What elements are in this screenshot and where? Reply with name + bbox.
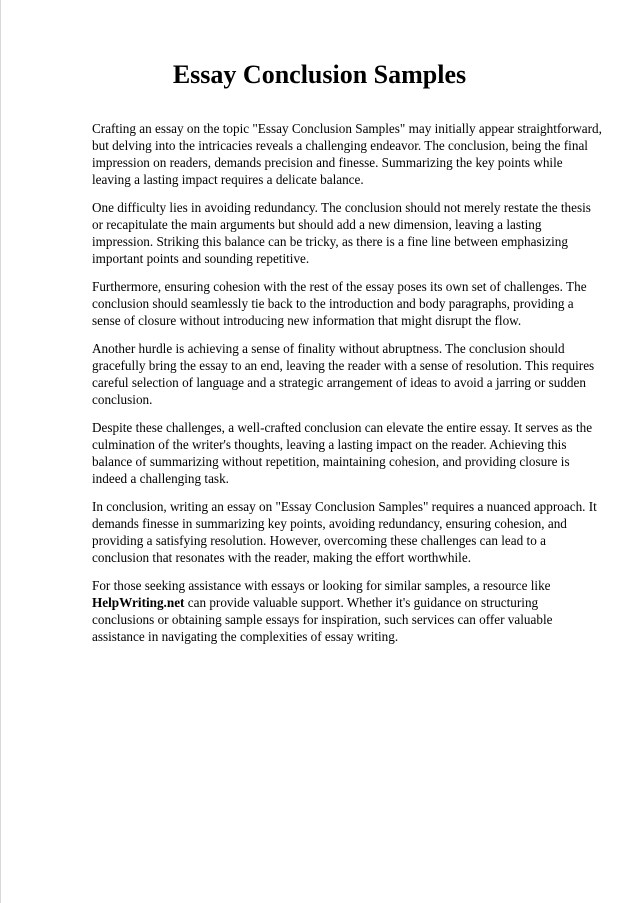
- paragraph-7-intro: For those seeking assistance with essays or looking for similar samples, a resource like: [92, 578, 551, 593]
- paragraph-7: [92, 577, 602, 645]
- paragraph-6: In conclusion, writing an essay on "Essay Conclusion Samples" requires a nuanced approach. It demands finesse in summarizing key points, avoiding redundancy, ensuring cohesion, and providing a satisfying resolution. However, overcoming these challenges can lead to a conclusion that resonates with the reader, making the effort worthwhile.: [92, 499, 597, 565]
- paragraph-1: Crafting an essay on the topic "Essay Conclusion Samples" may initially appear straightforward, but delving into the intricacies reveals a challenging endeavor. The conclusion, being the final impression on readers, demands precision and finesse. Summarizing the key points while leaving a lasting impact requires a delicate balance.: [92, 121, 602, 187]
- paragraph-3: Furthermore, ensuring cohesion with the rest of the essay poses its own set of challenges. The conclusion should seamlessly tie back to the introduction and body paragraphs, providing a sense of closure without introducing new information that might disrupt the flow.: [92, 279, 587, 328]
- paragraph-7-rest: can provide valuable support. Whether it's guidance on structuring conclusions or obtaining sample essays for inspiration, such services can offer valuable assistance in navigating the complexities of essay writing.: [92, 595, 553, 644]
- paragraph-5: Despite these challenges, a well-crafted conclusion can elevate the entire essay. It serves as the culmination of the writer's thoughts, leaving a lasting impact on the reader. Achieving this balance of summarizing without repetition, maintaining cohesion, and providing closure is indeed a challenging task.: [92, 420, 593, 486]
- paragraph-2: One difficulty lies in avoiding redundancy. The conclusion should not merely restate the thesis or recapitulate the main arguments but should add a new dimension, leaving a lasting impression. Striking this balance can be tricky, as there is a fine line between emphasizing important points and sounding repetitive.: [92, 200, 591, 266]
- paragraph-4: Another hurdle is achieving a sense of finality without abruptness. The conclusion should gracefully bring the essay to an end, leaving the reader with a sense of resolution. This requires careful selection of language and a strategic arrangement of ideas to avoid a jarring or sudden conclusion.: [92, 341, 595, 407]
- brand-name: HelpWriting.net: [92, 595, 185, 610]
- document-title: Essay Conclusion Samples: [172, 60, 467, 89]
- document-body: [92, 120, 602, 656]
